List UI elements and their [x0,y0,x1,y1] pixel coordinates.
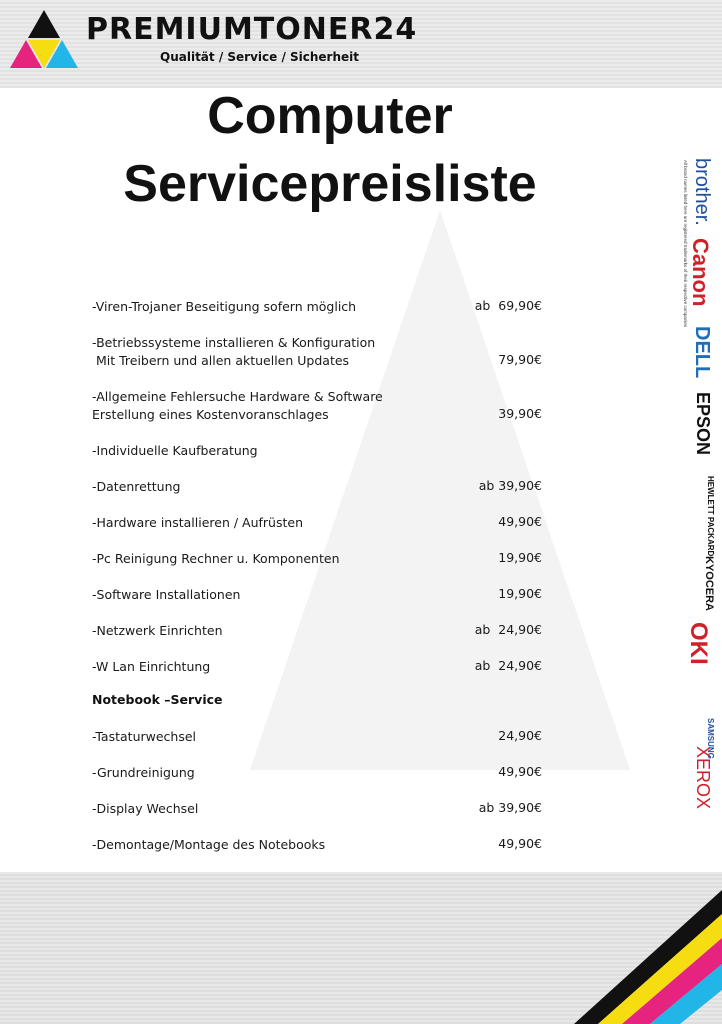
service-price: 79,90€ [498,352,542,367]
service-label: -Display Wechsel [92,801,199,816]
notebook-service-row [92,764,552,782]
service-label [92,334,375,370]
service-label-line: Mit Treibern und allen aktuellen Updates [92,353,350,368]
service-label [92,388,383,424]
notebook-service-row [92,728,552,746]
service-label-line: -W Lan Einrichtung [92,659,211,674]
service-label-line: -Pc Reinigung Rechner u. Komponenten [92,551,340,566]
brand-logo: Canon [688,238,713,307]
service-row [92,658,552,676]
service-row [92,622,552,640]
service-label-line: -Software Installationen [92,587,241,602]
service-price: 49,90€ [498,514,542,529]
brand-tagline: Qualität / Service / Sicherheit [160,50,360,64]
brand-name: PREMIUMTONER24 [86,12,418,47]
service-label-line: -Viren-Trojaner Beseitigung sofern möglich [92,299,357,314]
service-row [92,514,552,532]
service-price: 49,90€ [498,836,542,851]
cmyk-triangle-logo-icon [8,8,80,72]
brand-trademark-note: All brand names listed here are registered trademarks of their respective companies [683,160,688,328]
brand-logo: SAMSUNG [706,718,715,759]
footer-band [0,872,722,1024]
service-price: 39,90€ [498,406,542,421]
service-price: 19,90€ [498,550,542,565]
service-row [92,334,552,370]
service-row [92,586,552,604]
service-label [92,550,340,568]
page-title-line2: Servicepreisliste [123,155,537,213]
service-price: 19,90€ [498,586,542,601]
service-label-line: -Hardware installieren / Aufrüsten [92,515,304,530]
service-label-line: -Allgemeine Fehlersuche Hardware & Software [92,389,383,404]
notebook-section-heading: Notebook –Service [92,692,223,707]
service-label-line: -Individuelle Kaufberatung [92,443,258,458]
brand-logo: HEWLETT PACKARD [706,476,715,557]
service-label [92,658,210,676]
service-label: -Grundreinigung [92,765,195,780]
service-label [92,298,356,316]
service-price: 24,90€ [498,728,542,743]
service-label [92,586,240,604]
service-label-line: Erstellung eines Kostenvoranschlages [92,407,329,422]
service-row [92,550,552,568]
brand-logo: EPSON [693,392,713,456]
brand-logo: KYOCERA [703,556,715,612]
service-price: ab 39,90€ [478,800,542,815]
service-label-line: -Netzwerk Einrichten [92,623,223,638]
notebook-service-row [92,836,552,854]
service-price: ab 24,90€ [474,622,542,637]
service-row [92,298,552,316]
service-label-line: -Betriebssysteme installieren & Konfiguration [92,335,376,350]
service-price: ab 24,90€ [474,658,542,673]
service-label [92,514,303,532]
service-label: -Demontage/Montage des Notebooks [92,837,326,852]
brand-logo: brother. [691,158,713,226]
brand-logo: OKI [685,622,712,665]
brand-logo: XEROX [693,746,713,810]
brand-logo: DELL [691,326,713,379]
service-label [92,478,180,496]
service-row [92,478,552,496]
service-price: ab 69,90€ [474,298,542,313]
service-price: 49,90€ [498,764,542,779]
service-label-line: -Datenrettung [92,479,181,494]
service-label [92,622,223,640]
service-price: ab 39,90€ [478,478,542,493]
service-row [92,388,552,424]
service-label: -Tastaturwechsel [92,729,197,744]
cmyk-stripes-decoration [0,872,722,1024]
service-row [92,442,552,460]
service-label [92,442,258,460]
notebook-service-row [92,800,552,818]
page-title-line1: Computer [207,87,453,145]
